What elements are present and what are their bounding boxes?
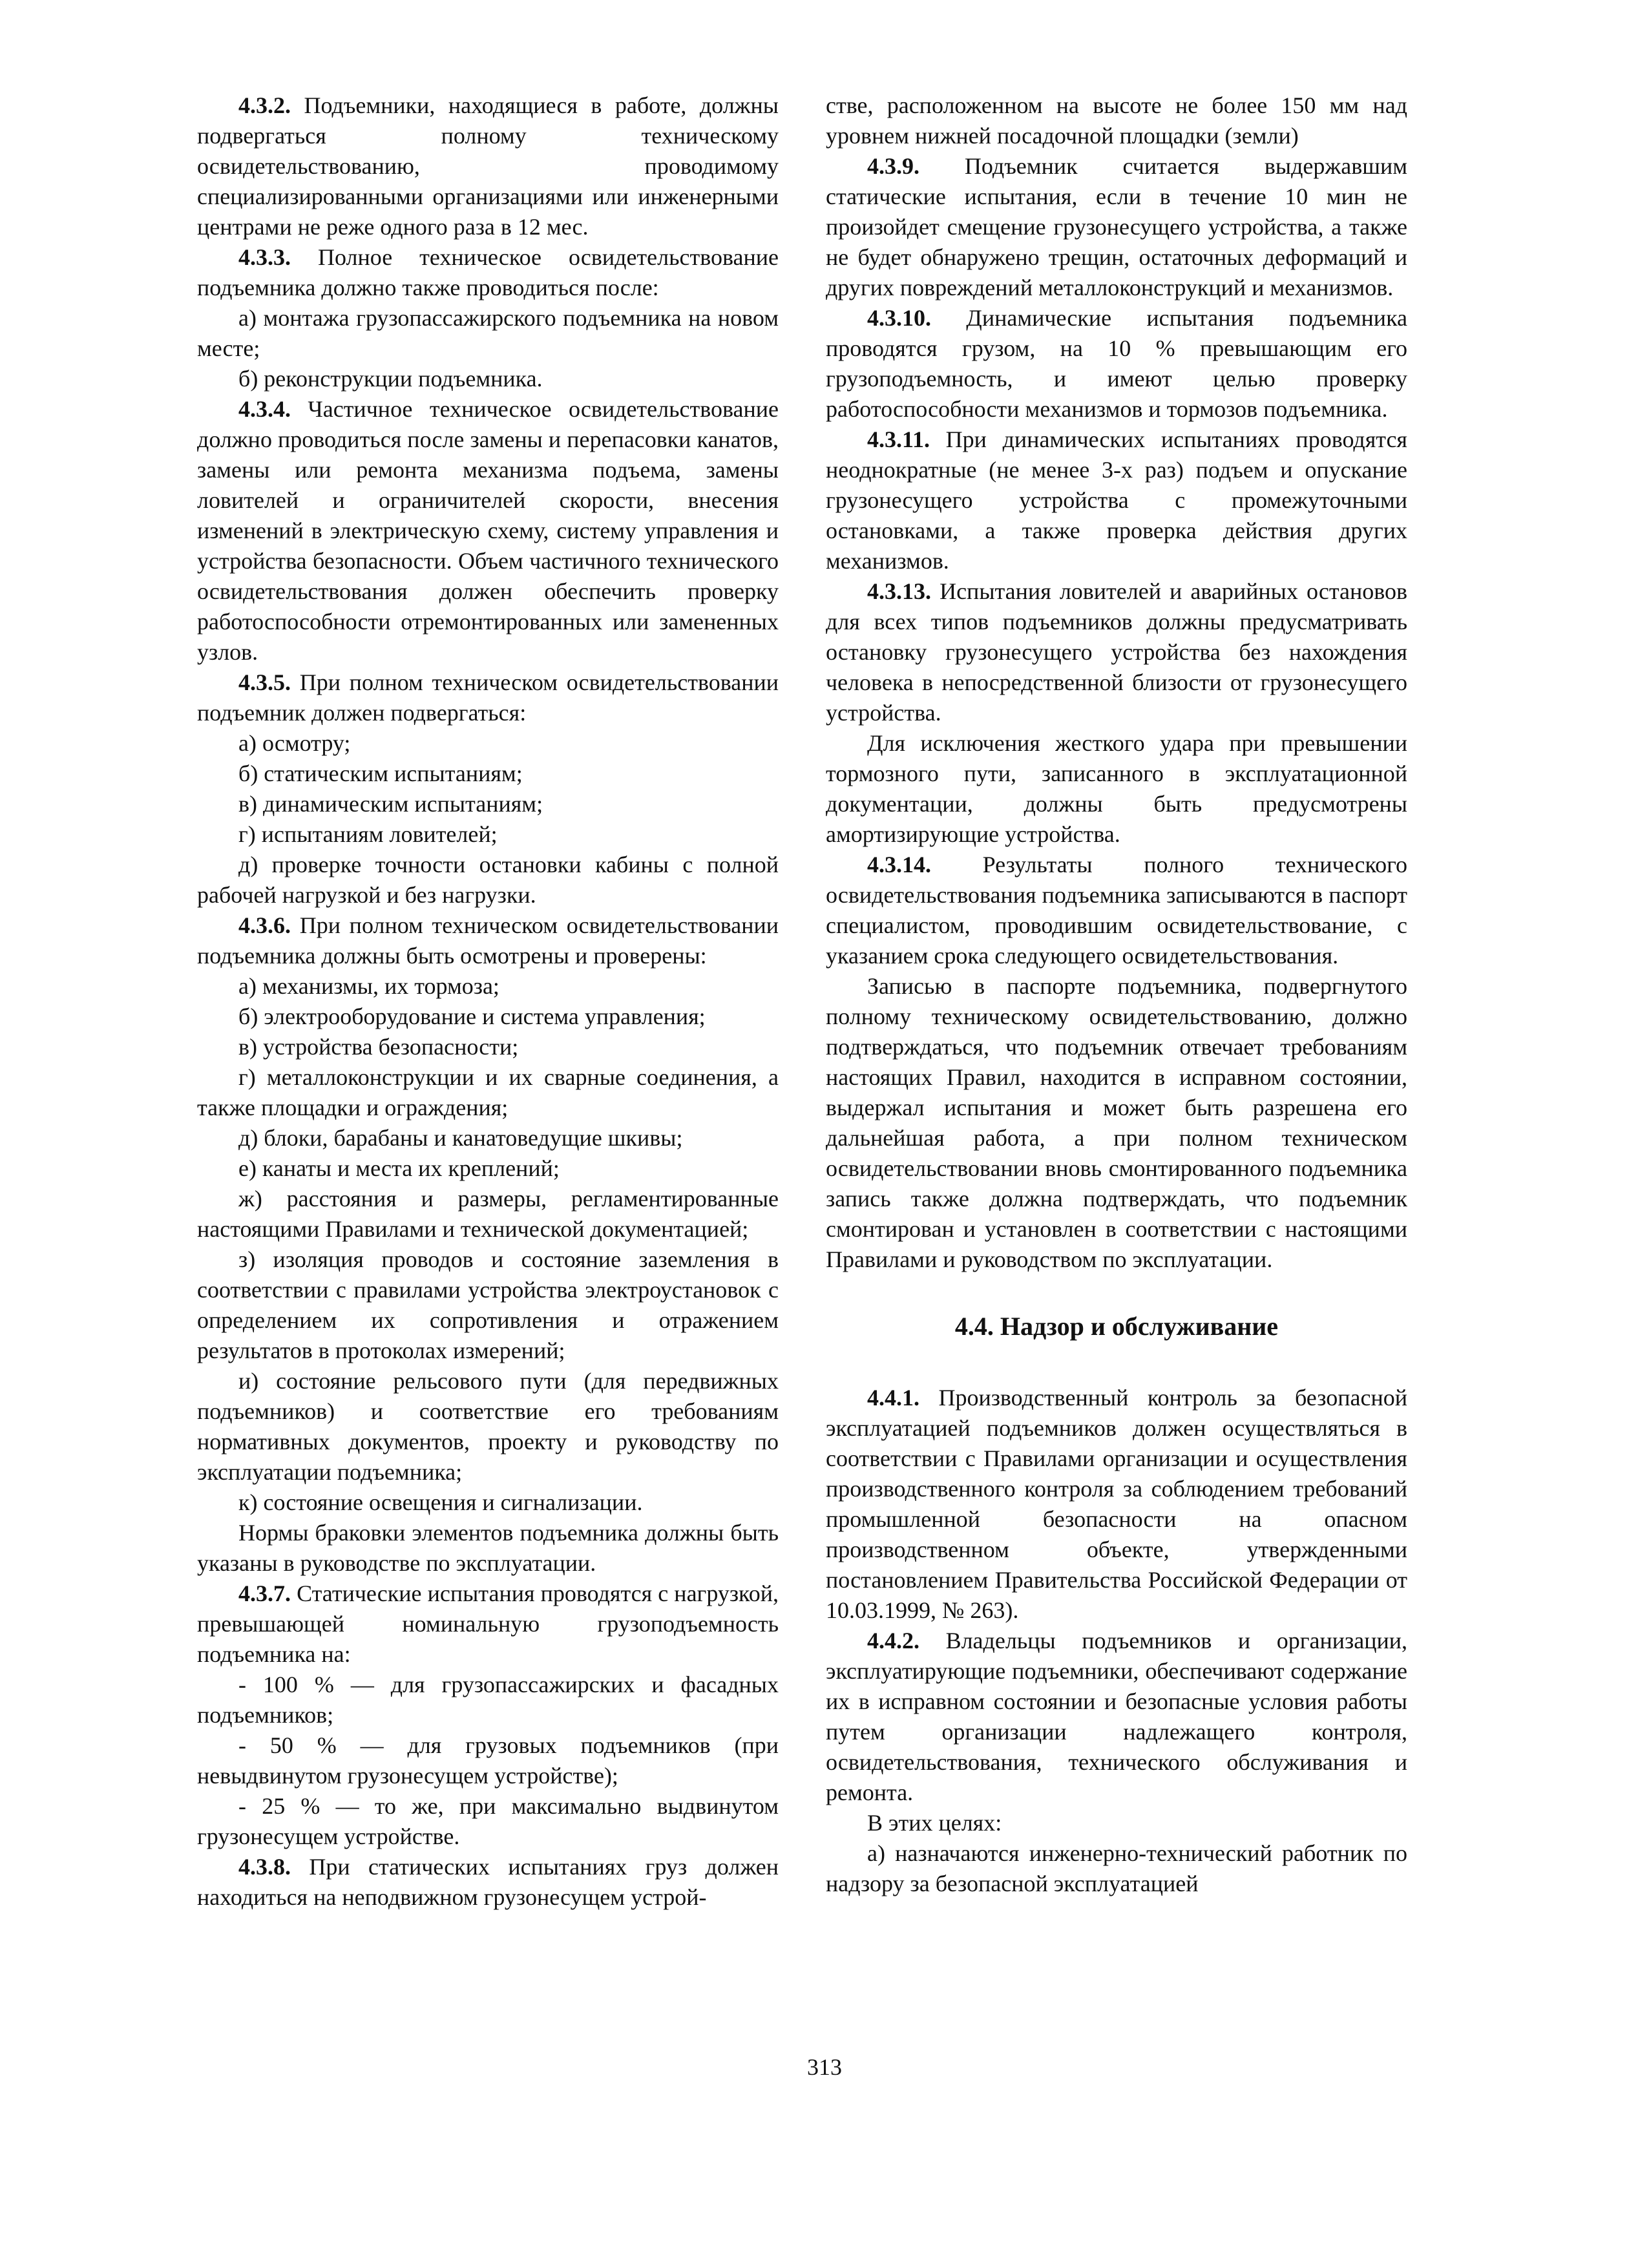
clause-number: 4.4.2. <box>867 1628 919 1654</box>
clause-number: 4.3.14. <box>867 852 931 877</box>
clause-number: 4.3.5. <box>238 669 291 695</box>
list-item: - 100 % — для грузопассажирских и фасадных подъемников; <box>197 1672 779 1728</box>
clause-number: 4.4.1. <box>867 1385 919 1411</box>
clause-text: Подъемник считается выдержавшим статические испытания, если в течение 10 мин не произойдет смещение грузонесущего устройства, а также не будет обнаружено трещин, остаточных деформаций и других повреждений металлоконструкций и механизмов. <box>826 153 1407 300</box>
paragraph-shock-absorbers: Для исключения жесткого удара при превышении тормозного пути, записанного в эксплуатационной документации, должны быть предусмотрены амортизирующие устройства. <box>826 730 1407 847</box>
paragraph-rejection-norms: Нормы браковки элементов подъемника должны быть указаны в руководстве по эксплуатации. <box>197 1520 779 1576</box>
list-item: г) металлоконструкции и их сварные соединения, а также площадки и ограждения; <box>197 1064 779 1120</box>
clause-text: При полном техническом освидетельствовании подъемник должен подвергаться: <box>197 669 779 726</box>
clause-text: При динамических испытаниях проводятся неоднократные (не менее 3-х раз) подъем и опускание грузонесущего устройства с промежуточными остановками, а также проверка действия других механизмов. <box>826 426 1407 574</box>
list-item: а) монтажа грузопассажирского подъемника на новом месте; <box>197 305 779 361</box>
section-heading: 4.4. Надзор и обслуживание <box>954 1312 1279 1341</box>
clause-text: Полное техническое освидетельствование подъемника должно также проводиться после: <box>197 244 779 300</box>
list-item: и) состояние рельсового пути (для передвижных подъемников) и соответствие его требованиям нормативных документов, проекту и руководству по эксплуатации подъемника; <box>197 1368 779 1485</box>
list-item: к) состояние освещения и сигнализации. <box>238 1489 643 1515</box>
paragraph-4-3-11 <box>826 425 1407 576</box>
left-column <box>197 90 779 1913</box>
list-item: е) канаты и места их креплений; <box>238 1155 560 1181</box>
paragraph-4-4-2 <box>826 1626 1407 1808</box>
clause-text: Результаты полного технического освидетельствования подъемника записываются в паспорт специалистом, проводившим освидетельствование, с указанием срока следующего освидетельствования. <box>826 852 1407 969</box>
paragraph-continuation: стве, расположенном на высоте не более 150 мм над уровнем нижней посадочной площадки (земли) <box>826 92 1407 149</box>
clause-number: 4.3.9. <box>867 153 919 179</box>
clause-number: 4.3.8. <box>238 1854 291 1880</box>
list-item: з) изоляция проводов и состояние заземления в соответствии с правилами устройства электроустановок с определением их сопротивления и отражением результатов в протоколах измерений; <box>197 1246 779 1363</box>
list-item: д) блоки, барабаны и канатоведущие шкивы; <box>238 1125 683 1151</box>
clause-number: 4.3.13. <box>867 578 931 604</box>
paragraph-4-3-10 <box>826 303 1407 425</box>
list-item: г) испытаниям ловителей; <box>238 821 498 847</box>
paragraph-4-3-8 <box>197 1852 779 1913</box>
list-item: б) статическим испытаниям; <box>238 761 523 786</box>
paragraph-4-4-1 <box>826 1383 1407 1626</box>
list-item: ж) расстояния и размеры, регламентированные настоящими Правилами и технической документацией; <box>197 1186 779 1242</box>
clause-number: 4.3.2. <box>238 92 291 118</box>
clause-number: 4.3.11. <box>867 426 930 452</box>
clause-text: Владельцы подъемников и организации, эксплуатирующие подъемники, обеспечивают содержание их в исправном состоянии и безопасные условия работы путем организации надлежащего контроля, освидетельствования, технического обслуживания и ремонта. <box>826 1628 1407 1805</box>
clause-text: Испытания ловителей и аварийных остановов для всех типов подъемников должны предусматривать остановку грузонесущего устройства без нахождения человека в непосредственной близости от грузонесущего устройства. <box>826 578 1407 726</box>
clause-number: 4.3.10. <box>867 305 931 331</box>
right-column <box>826 90 1407 1899</box>
clause-text: Производственный контроль за безопасной эксплуатацией подъемников должен осуществляться в соответствии с Правилами организации и осуществления производственного контроля за соблюдением требований промышленной безопасности на опасном производственном объекте, утвержденными постановлением Правительства Российской Федерации от 10.03.1999, № 263). <box>826 1385 1407 1623</box>
paragraph-4-3-14 <box>826 850 1407 971</box>
page-number: 313 <box>807 2054 842 2080</box>
paragraph-4-3-6 <box>197 910 779 971</box>
list-item: б) реконструкции подъемника. <box>238 366 543 392</box>
clause-text: При полном техническом освидетельствовании подъемника должны быть осмотрены и проверены: <box>197 912 779 969</box>
list-item: в) устройства безопасности; <box>238 1034 519 1060</box>
list-item: а) осмотру; <box>238 730 351 756</box>
list-item: а) механизмы, их тормоза; <box>238 973 499 999</box>
clause-text: Частичное техническое освидетельствование должно проводиться после замены и перепасовки канатов, замены или ремонта механизма подъема, замены ловителей и ограничителей скорости, внесения изменений в электрическую схему, систему управления и устройства безопасности. Объем частичного технического освидетельствования должен обеспечить проверку работоспособности отремонтированных или замененных узлов. <box>197 396 779 665</box>
clause-number: 4.3.3. <box>238 244 291 270</box>
list-item: д) проверке точности остановки кабины с полной рабочей нагрузкой и без нагрузки. <box>197 852 779 908</box>
list-item: - 50 % — для грузовых подъемников (при невыдвинутом грузонесущем устройстве); <box>197 1732 779 1789</box>
paragraph-4-3-9 <box>826 151 1407 303</box>
paragraph-4-3-3 <box>197 242 779 303</box>
paragraph-4-3-13 <box>826 576 1407 728</box>
clause-text: Подъемники, находящиеся в работе, должны подвергаться полному техническому освидетельствованию, проводимому специализированными организациями или инженерными центрами не реже одного раза в 12 мес. <box>197 92 779 240</box>
clause-number: 4.3.7. <box>238 1580 291 1606</box>
list-item: а) назначаются инженерно-технический работник по надзору за безопасной эксплуатацией <box>826 1840 1407 1896</box>
clause-text: Динамические испытания подъемника проводятся грузом, на 10 % превышающим его грузоподъемность, и имеют целью проверку работоспособности механизмов и тормозов подъемника. <box>826 305 1407 422</box>
paragraph-4-3-2 <box>197 90 779 242</box>
clause-text: При статических испытаниях груз должен находиться на неподвижном грузонесущем устрой- <box>197 1854 779 1910</box>
clause-number: 4.3.6. <box>238 912 291 938</box>
list-item: - 25 % — то же, при максимально выдвинутом грузонесущем устройстве. <box>197 1793 779 1849</box>
list-item: б) электрооборудование и система управления; <box>238 1003 706 1029</box>
paragraph-4-3-7 <box>197 1579 779 1670</box>
paragraph-purposes: В этих целях: <box>867 1810 1002 1836</box>
list-item: в) динамическим испытаниям; <box>238 791 543 817</box>
paragraph-4-3-5 <box>197 667 779 728</box>
paragraph-passport-record: Записью в паспорте подъемника, подвергнутого полному техническому освидетельствованию, должно подтверждаться, что подъемник отвечает требованиям настоящих Правил, находится в исправном состоянии, выдержал испытания и может быть разрешена его дальнейшая работа, а при полном техническом освидетельствовании вновь смонтированного подъемника запись также должна подтверждать, что подъемник смонтирован и установлен в соответствии с настоящими Правилами и руководством по эксплуатации. <box>826 973 1407 1272</box>
clause-text: Статические испытания проводятся с нагрузкой, превышающей номинальную грузоподъемность подъемника на: <box>197 1580 779 1667</box>
clause-number: 4.3.4. <box>238 396 291 422</box>
paragraph-4-3-4 <box>197 394 779 667</box>
